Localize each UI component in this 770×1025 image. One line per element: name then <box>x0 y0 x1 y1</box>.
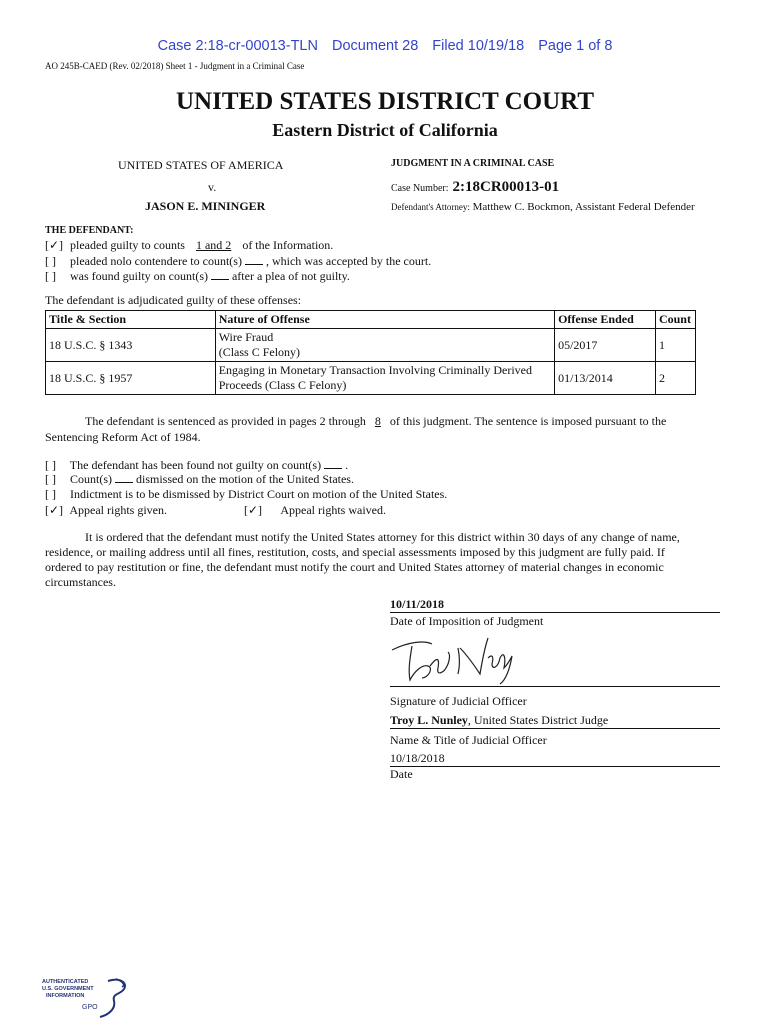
offenses-table <box>45 310 696 395</box>
plea-guilty-line <box>45 238 333 253</box>
gpo-eagle-icon <box>42 975 132 1020</box>
case-number-value: 2:18CR00013-01 <box>452 179 560 195</box>
blank-line <box>245 255 263 265</box>
plea-guilty-counts: 1 and 2 <box>195 238 232 252</box>
count-cell: 2 <box>655 362 695 395</box>
plea-nolo-suffix: , which was accepted by the court. <box>265 254 432 268</box>
title-section-cell: 18 U.S.C. § 1957 <box>46 362 216 395</box>
table-row <box>46 362 696 395</box>
sentence-text: The defendant is sentenced as provided in pages 2 through <box>85 414 366 428</box>
name-title-label: Name & Title of Judicial Officer <box>390 733 547 747</box>
indictment-line <box>45 487 447 502</box>
blank-line <box>211 270 229 280</box>
total-pages: 8 <box>374 414 381 428</box>
case-number-line <box>391 178 559 196</box>
order-line: ordered to pay restitution or fine, the defendant must notify the court and United States attorney of material changes in economic <box>45 560 664 574</box>
case-header <box>0 38 770 54</box>
checked-box-icon: [✓] <box>244 503 263 517</box>
adjudicated-statement: The defendant is adjudicated guilty of these offenses: <box>45 293 302 307</box>
title-section-cell: 18 U.S.C. § 1343 <box>46 329 216 362</box>
judge-name: Troy L. Nunley <box>390 713 468 727</box>
unchecked-box-icon: [ ] <box>45 254 56 268</box>
svg-text:GPO: GPO <box>82 1004 98 1011</box>
order-line: residence, or mailing address until all fines, restitution, costs, and special assessments imposed by this judgment are fully paid. If <box>45 545 665 559</box>
offense-ended-cell: 01/13/2014 <box>555 362 656 395</box>
order-line: It is ordered that the defendant must notify the United States attorney for this district within 30 days of any change of name, <box>85 530 680 544</box>
signature-label: Signature of Judicial Officer <box>390 694 527 708</box>
nature-cell <box>215 362 554 395</box>
judge-name-line <box>390 713 720 729</box>
svg-text:AUTHENTICATED: AUTHENTICATED <box>42 979 89 985</box>
plea-not-guilty-line <box>45 269 350 284</box>
versus-label: v. <box>208 180 217 194</box>
appeal-waived-text: Appeal rights waived. <box>280 503 386 517</box>
document-number-header: Document 28 <box>332 38 419 54</box>
nature-line: (Class C Felony) <box>218 345 301 359</box>
judge-signature <box>388 628 518 686</box>
found-guilty-text: was found guilty on count(s) <box>70 269 208 283</box>
unchecked-box-icon: [ ] <box>45 458 56 472</box>
order-line: circumstances. <box>45 575 116 589</box>
imposition-label: Date of Imposition of Judgment <box>390 614 544 628</box>
defendant-heading: THE DEFENDANT: <box>45 225 134 236</box>
appeal-waived-line <box>244 503 386 518</box>
blank-line <box>324 459 342 469</box>
column-header: Count <box>655 311 695 329</box>
unchecked-box-icon: [ ] <box>45 269 56 283</box>
column-header: Nature of Offense <box>215 311 554 329</box>
defendant-name: JASON E. MININGER <box>145 199 266 213</box>
attorney-label: Defendant's Attorney: <box>391 202 470 212</box>
page-number-header: Page 1 of 8 <box>538 38 613 54</box>
nature-line: Proceeds (Class C Felony) <box>218 378 347 392</box>
filed-date-header: Filed 10/19/18 <box>432 38 525 54</box>
dismissed-text: Count(s) <box>70 472 112 486</box>
not-guilty-text: The defendant has been found not guilty on count(s) <box>69 458 322 472</box>
date-label: Date <box>390 767 413 781</box>
table-row <box>46 329 696 362</box>
table-header-row <box>46 311 696 329</box>
checked-box-icon: [✓] <box>45 503 64 517</box>
district-title: Eastern District of California <box>272 120 498 140</box>
plea-guilty-suffix: of the Information. <box>242 238 334 252</box>
judge-title: , United States District Judge <box>467 713 609 727</box>
document-type: JUDGMENT IN A CRIMINAL CASE <box>391 158 555 169</box>
appeal-given-text: Appeal rights given. <box>69 503 167 517</box>
column-header: Title & Section <box>46 311 216 329</box>
indictment-text: Indictment is to be dismissed by District Court on motion of the United States. <box>70 487 448 501</box>
offense-ended-cell: 05/2017 <box>555 329 656 362</box>
form-identifier: AO 245B-CAED (Rev. 02/2018) Sheet 1 - Judgment in a Criminal Case <box>45 61 305 71</box>
blank-line <box>115 473 133 483</box>
signature-line <box>390 686 720 687</box>
imposition-date: 10/11/2018 <box>390 597 720 613</box>
count-cell: 1 <box>655 329 695 362</box>
case-number-header: Case 2:18-cr-00013-TLN <box>157 38 318 54</box>
unchecked-box-icon: [ ] <box>45 472 56 486</box>
unchecked-box-icon: [ ] <box>45 487 56 501</box>
signature-date: 10/18/2018 <box>390 751 720 767</box>
found-guilty-suffix: after a plea of not guilty. <box>231 269 350 283</box>
case-number-label: Case Number: <box>391 183 449 194</box>
attorney-line <box>391 201 695 213</box>
plea-nolo-text: pleaded nolo contendere to count(s) <box>70 254 242 268</box>
svg-text:INFORMATION: INFORMATION <box>46 993 85 999</box>
dismissed-suffix: dismissed on the motion of the United States. <box>136 472 354 486</box>
appeal-given-line <box>45 503 167 518</box>
nature-cell <box>215 329 554 362</box>
plea-guilty-text: pleaded guilty to counts <box>70 238 185 252</box>
checked-box-icon: [✓] <box>45 238 64 252</box>
sentence-line-2: Sentencing Reform Act of 1984. <box>45 430 201 444</box>
sentence-line-1 <box>85 414 666 429</box>
plaintiff-name: UNITED STATES OF AMERICA <box>118 158 284 172</box>
dismissed-counts-line <box>45 472 354 487</box>
gpo-authentication-seal <box>42 975 132 1020</box>
sentence-suffix: of this judgment. The sentence is imposed pursuant to the <box>389 414 667 428</box>
plea-nolo-line <box>45 254 431 269</box>
court-title: UNITED STATES DISTRICT COURT <box>176 88 594 115</box>
column-header: Offense Ended <box>555 311 656 329</box>
not-guilty-line: [ ] The defendant has been found not guilty on count(s) . <box>45 458 349 472</box>
nature-line: Wire Fraud <box>218 330 274 344</box>
attorney-name: Matthew C. Bockmon, Assistant Federal Defender <box>472 201 695 213</box>
nature-line: Engaging in Monetary Transaction Involving Criminally Derived <box>218 363 532 377</box>
svg-text:U.S. GOVERNMENT: U.S. GOVERNMENT <box>42 986 94 992</box>
